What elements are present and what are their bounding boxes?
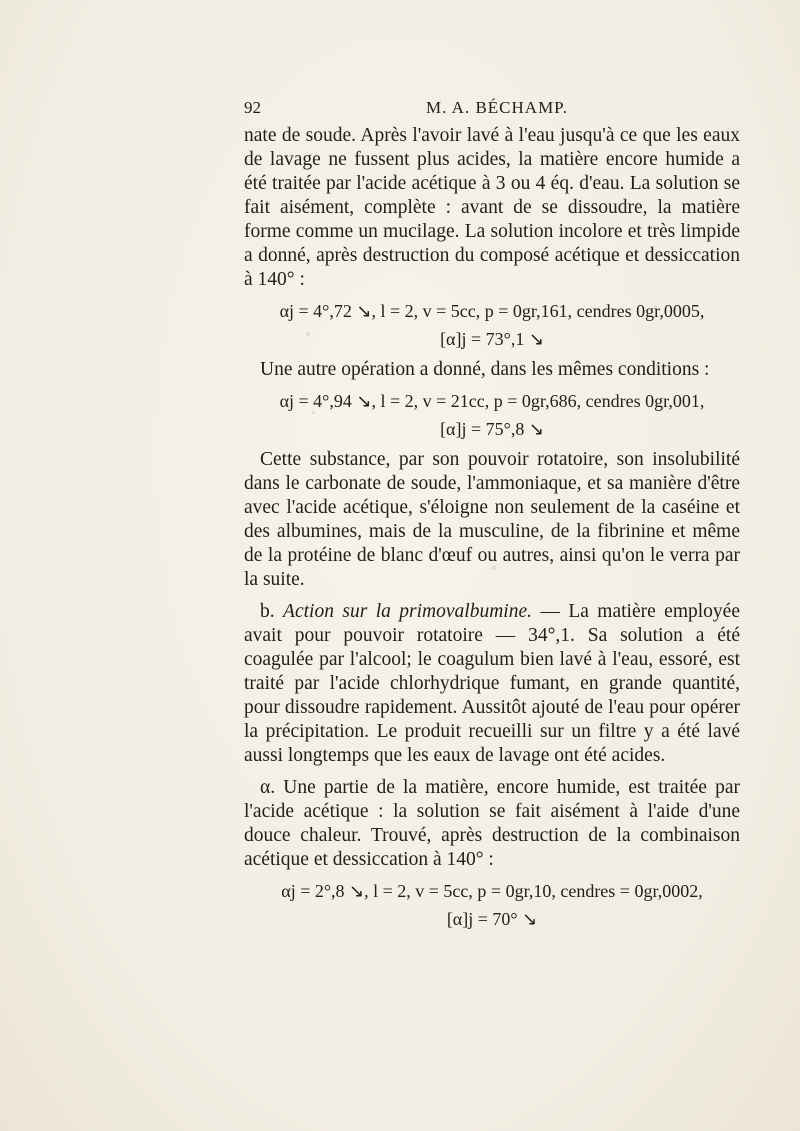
formula-result: [α]j = 73°,1 ↘ xyxy=(440,329,544,349)
formula-line: αj = 4°,72 ↘, l = 2, v = 5cc, p = 0gr,161, cendres 0gr,0005, xyxy=(279,301,705,321)
running-head: M. A. BÉCHAMP. xyxy=(426,98,569,117)
section-text: — La matière employée avait pour pouvoir rotatoire — 34°,1. Sa solution a été coagulée par l'alcool; le coagulum bien lavé à l'eau, essoré, est traité par l'acide chlorhydrique fumant, en grande quantité, pour dissoudre rapidement. Aussitôt ajouté de l'eau pour opérer la précipitation. Le produit recueilli sur un filtre y a été lavé aussi longtemps que les eaux de lavage ont été acides. xyxy=(244,601,740,766)
formula-result: [α]j = 75°,8 ↘ xyxy=(440,419,544,439)
paragraph: α. Une partie de la matière, encore humide, est traitée par l'acide acétique : la solution se fait aisément à l'aide d'une douce chaleur. Trouvé, après destruction de la combinaison acétique et dessiccation à 140° : xyxy=(244,777,740,870)
page-body xyxy=(244,124,740,938)
paragraph: Cette substance, par son pouvoir rotatoire, son insolubilité dans le carbonate de soude, l'ammoniaque, et sa manière d'être avec l'acide acétique, s'éloigne non seulement de la caséine et des albumines, mais de la musculine, de la fibrinine et même de la protéine de blanc d'œuf ou autres, ainsi qu'on le verra par la suite. xyxy=(244,449,740,590)
section-paragraph xyxy=(244,600,740,768)
paragraph: nate de soude. Après l'avoir lavé à l'eau jusqu'à ce que les eaux de lavage ne fussent plus acides, la matière encore humide a été traitée par l'acide acétique à 3 ou 4 éq. d'eau. La solution se fait aisément, complète : avant de se dissoudre, la matière forme comme un mucilage. La solution incolore et très limpide a donné, après destruction du composé acétique et dessiccation à 140° : xyxy=(244,125,740,290)
formula-result: [α]j = 70° ↘ xyxy=(446,909,538,929)
section-title: Action sur la primovalbumine. xyxy=(283,601,532,622)
formula-line: αj = 2°,8 ↘, l = 2, v = 5cc, p = 0gr,10, cendres = 0gr,0002, xyxy=(281,881,703,901)
page-number: 92 xyxy=(244,98,261,117)
paragraph: Une autre opération a donné, dans les mêmes conditions : xyxy=(260,359,710,380)
section-label: b. xyxy=(260,601,275,622)
formula-line: αj = 4°,94 ↘, l = 2, v = 21cc, p = 0gr,686, cendres 0gr,001, xyxy=(279,391,705,411)
